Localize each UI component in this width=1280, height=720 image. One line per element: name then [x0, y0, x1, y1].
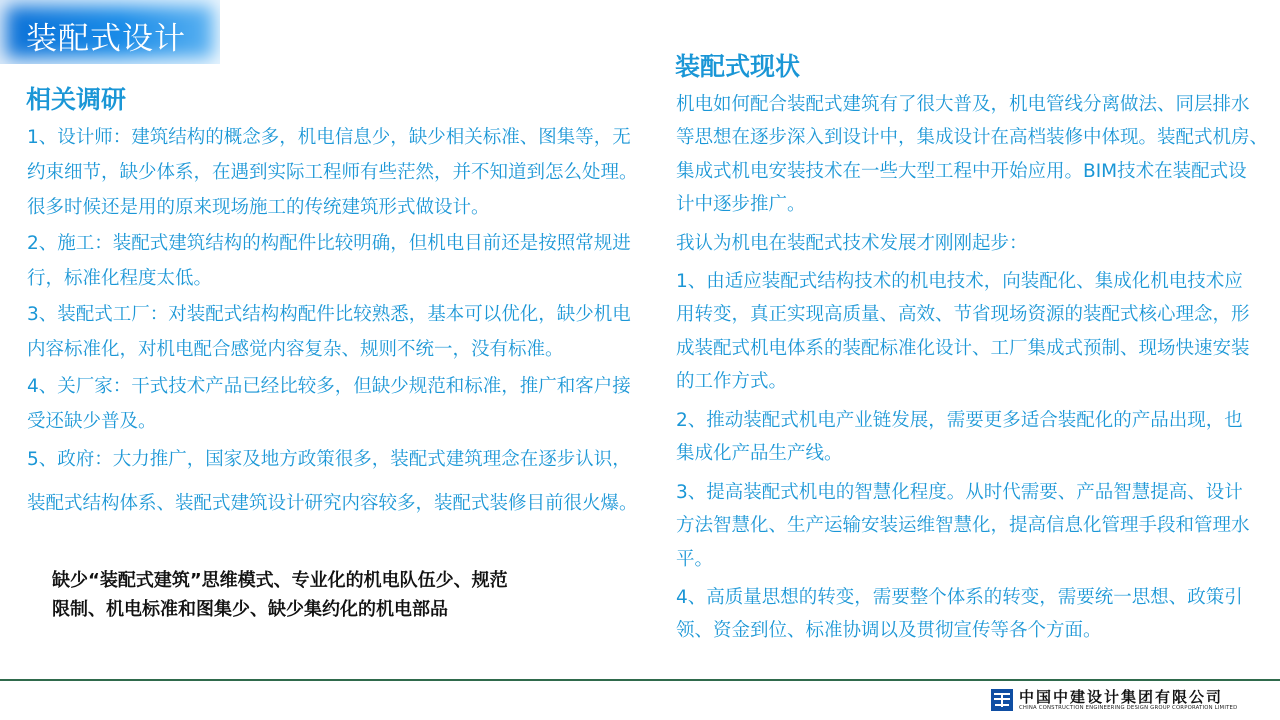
text-line: 装配式结构体系、装配式建筑设计研究内容较多，装配式装修目前很火爆。 — [27, 493, 638, 514]
company-logo — [991, 688, 1238, 714]
text-line: 我认为机电在装配式技术发展才刚刚起步： — [676, 233, 1028, 254]
text-line: 用转变，真正实现高质量、高效、节省现场资源的装配式核心理念，形 — [676, 304, 1250, 326]
summary-line: 缺少“装配式建筑”思维模式、专业化的机电队伍少、规范 — [52, 570, 508, 591]
left-paragraph-6 — [27, 486, 647, 521]
text-line: 计中逐步推广。 — [676, 193, 806, 215]
text-line: 约束细节，缺少体系，在遇到实际工程师有些茫然，并不知道到怎么处理。 — [27, 162, 638, 183]
text-line: 2、推动装配式机电产业链发展，需要更多适合装配化的产品出现，也 — [676, 410, 1243, 431]
left-paragraph-2 — [27, 226, 647, 296]
text-line: 等思想在逐步深入到设计中，集成设计在高档装修中体现。装配式机房、 — [676, 127, 1269, 149]
right-paragraph-4 — [676, 404, 1276, 471]
summary-line: 限制、机电标准和图集少、缺少集约化的机电部品 — [52, 599, 448, 620]
right-paragraph-2 — [676, 227, 1276, 260]
company-mark-icon — [991, 689, 1013, 711]
footer-divider — [0, 679, 1280, 681]
left-paragraph-3 — [27, 297, 647, 367]
right-paragraph-3 — [676, 265, 1276, 398]
text-line: 2、施工：装配式建筑结构的构配件比较明确，但机电目前还是按照常规进 — [27, 233, 631, 254]
left-paragraph-5 — [27, 442, 647, 477]
right-paragraph-1 — [676, 88, 1276, 221]
right-heading: 装配式现状 — [675, 52, 801, 81]
text-line: 1、设计师：建筑结构的概念多，机电信息少，缺少相关标准、图集等，无 — [27, 127, 631, 148]
summary-text — [52, 566, 508, 624]
right-paragraph-5 — [676, 476, 1276, 576]
text-line: 很多时候还是用的原来现场施工的传统建筑形式做设计。 — [27, 197, 490, 218]
slide-title: 装配式设计 — [26, 21, 186, 57]
title-banner — [0, 0, 220, 64]
company-name-cn: 中国中建设计集团有限公司 — [1019, 688, 1224, 706]
text-line: 1、由适应装配式结构技术的机电技术，向装配化、集成化机电技术应 — [676, 271, 1243, 292]
company-name-en: CHINA CONSTRUCTION ENGINEERING DESIGN GROUP CORPORATION LIMITED — [1019, 705, 1238, 711]
text-line: 平。 — [676, 548, 714, 570]
text-line: 机电如何配合装配式建筑有了很大普及，机电管线分离做法、同层排水 — [676, 94, 1250, 115]
text-line: 4、关厂家：干式技术产品已经比较多，但缺少规范和标准，推广和客户接 — [27, 376, 631, 397]
right-paragraph-6 — [676, 581, 1276, 648]
left-heading: 相关调研 — [26, 85, 127, 114]
text-line: 集成化产品生产线。 — [676, 443, 843, 465]
text-line: 领、资金到位、标准协调以及贯彻宣传等各个方面。 — [676, 620, 1102, 642]
text-line: 的工作方式。 — [676, 370, 788, 392]
text-line: 3、装配式工厂：对装配式结构构配件比较熟悉，基本可以优化，缺少机电 — [27, 304, 631, 325]
text-line: 集成式机电安装技术在一些大型工程中开始应用。BIM技术在装配式设 — [676, 160, 1247, 182]
text-line: 3、提高装配式机电的智慧化程度。从时代需要、产品智慧提高、设计 — [676, 482, 1243, 503]
text-line: 受还缺少普及。 — [27, 411, 157, 432]
text-line: 内容标准化，对机电配合感觉内容复杂、规则不统一，没有标准。 — [27, 339, 564, 360]
left-paragraph-4 — [27, 369, 647, 439]
text-line: 4、高质量思想的转变，需要整个体系的转变，需要统一思想、政策引 — [676, 587, 1243, 608]
text-line: 5、政府：大力推广，国家及地方政策很多，装配式建筑理念在逐步认识， — [27, 449, 631, 470]
text-line: 方法智慧化、生产运输安装运维智慧化，提高信息化管理手段和管理水 — [676, 515, 1250, 537]
text-line: 成装配式机电体系的装配标准化设计、工厂集成式预制、现场快速安装 — [676, 337, 1250, 359]
text-line: 行，标准化程度太低。 — [27, 268, 213, 289]
left-paragraph-1 — [27, 120, 647, 225]
